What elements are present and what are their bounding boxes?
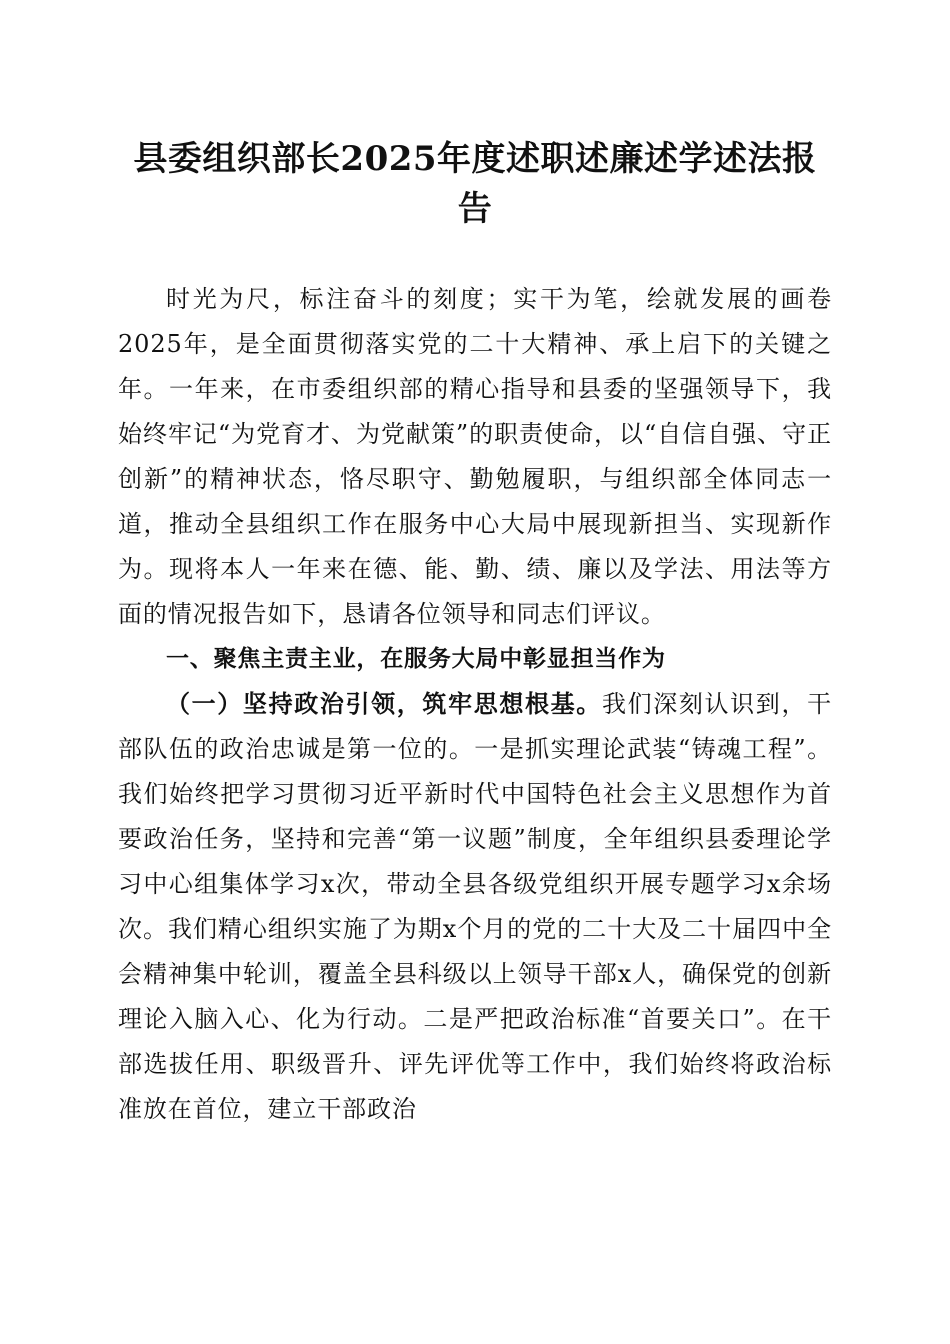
section-1-heading: 一、聚焦主责主业，在服务大局中彰显担当作为 — [166, 646, 666, 672]
subsection-1-lead: （一）坚持政治引领，筑牢思想根基。 — [166, 690, 602, 718]
section-1-paragraph-1 — [118, 682, 832, 1132]
subsection-1-text: 我们深刻认识到，干部队伍的政治忠诚是第一位的。一是抓实理论武装“铸魂工程”。我们始终把学习贯彻习近平新时代中国特色社会主义思想作为首要政治任务，坚持和完善“第一议题”制度，全年组织县委理论学习中心组集体学习x次，带动全县各级党组织开展专题学习x余场次。我们精心组织实施了为期x个月的党的二十大及二十届四中全会精神集中轮训，覆盖全县科级以上领导干部x人，确保党的创新理论入脑入心、化为行动。二是严把政治标准“首要关口”。在干部选拔任用、职级晋升、评先评优等工作中，我们始终将政治标准放在首位，建立干部政治 — [118, 690, 832, 1123]
document-title: 县委组织部长2025年度述职述廉述学述法报告 — [133, 139, 817, 229]
intro-paragraph: 时光为尺，标注奋斗的刻度；实干为笔，绘就发展的画卷2025年，是全面贯彻落实党的二十大精神、承上启下的关键之年。一年来，在市委组织部的精心指导和县委的坚强领导下，我始终牢记“为党育才、为党献策”的职责使命，以“自信自强、守正创新”的精神状态，恪尽职守、勤勉履职，与组织部全体同志一道，推动全县组织工作在服务中心大局中展现新担当、实现新作为。现将本人一年来在德、能、勤、绩、廉以及学法、用法等方面的情况报告如下，恳请各位领导和同志们评议。 — [118, 285, 832, 628]
document-body — [118, 277, 832, 1132]
